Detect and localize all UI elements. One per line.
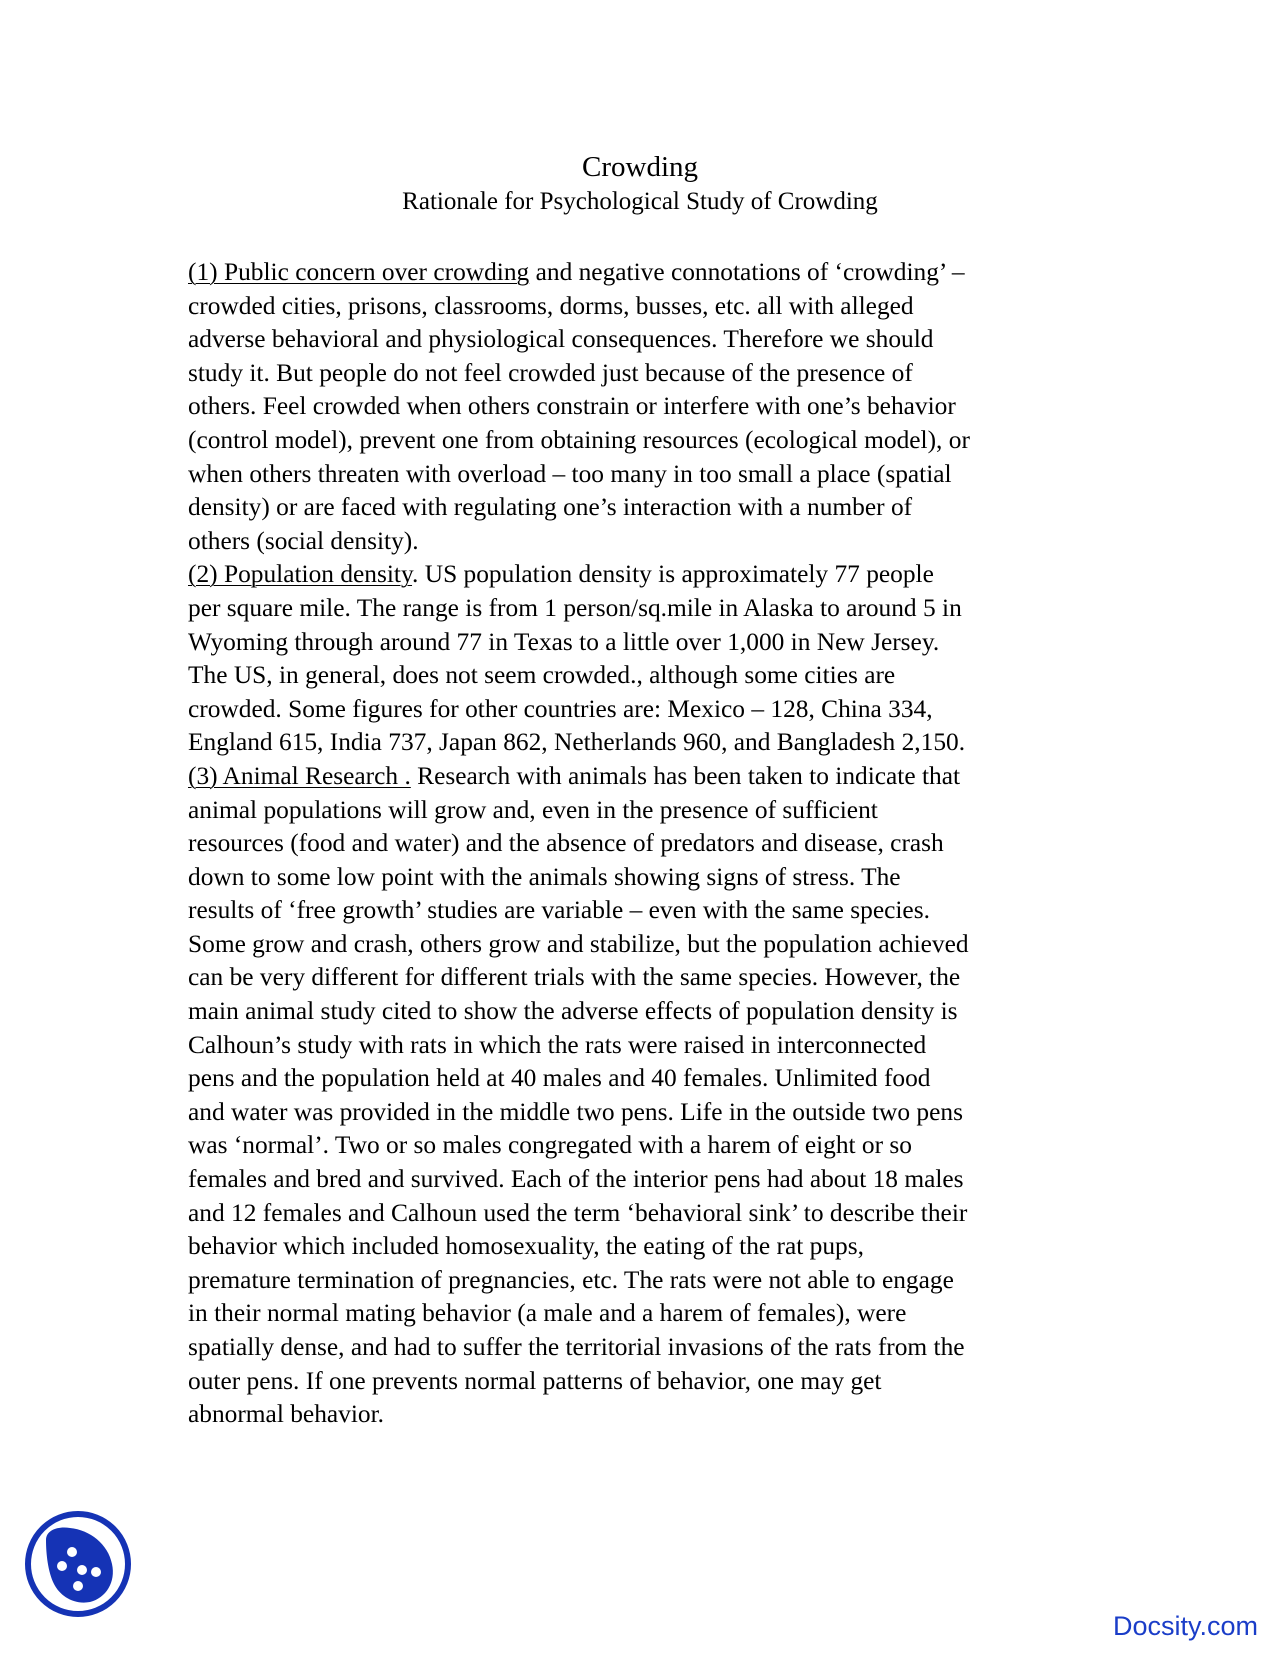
docsity-logo-icon[interactable] — [24, 1510, 132, 1618]
document-body — [188, 256, 1088, 1432]
section-1-line: density) or are faced with regulating one’s interaction with a number of — [188, 493, 913, 522]
section-2-heading: (2) Population density — [188, 560, 413, 589]
section-2-line: (2) Population density. US population density is approximately 77 people — [188, 560, 934, 589]
section-1-heading: (1) Public concern over crowding — [188, 258, 530, 286]
document-title: Crowding — [582, 151, 698, 183]
section-3-line: Calhoun’s study with rats in which the rats were raised in interconnected — [188, 1030, 927, 1059]
section-3-line: results of ‘free growth’ studies are variable – even with the same species. — [188, 896, 930, 925]
section-3-line: abnormal behavior. — [188, 1400, 385, 1429]
docsity-brand-link[interactable]: Docsity.com — [1112, 1611, 1258, 1641]
section-3-heading: (3) Animal Research . — [188, 761, 411, 790]
section-3-line: animal populations will grow and, even in the presence of sufficient — [188, 795, 878, 824]
section-3-line: outer pens. If one prevents normal patterns of behavior, one may get — [188, 1366, 882, 1395]
section-3-line: was ‘normal’. Two or so males congregated with a harem of eight or so — [188, 1131, 913, 1160]
section-3-line: premature termination of pregnancies, etc. The rats were not able to engage — [188, 1265, 954, 1294]
section-3-line: main animal study cited to show the adverse effects of population density is — [188, 997, 958, 1026]
section-3-line: and water was provided in the middle two pens. Life in the outside two pens — [188, 1097, 963, 1126]
section-3-line: and 12 females and Calhoun used the term ‘behavioral sink’ to describe their — [188, 1198, 968, 1227]
section-3-line: females and bred and survived. Each of the interior pens had about 18 males — [188, 1165, 964, 1194]
section-1-line: when others threaten with overload – too many in too small a place (spatial — [188, 459, 952, 488]
section-2-line: The US, in general, does not seem crowded., although some cities are — [188, 661, 896, 690]
section-3-line: (3) Animal Research . Research with animals has been taken to indicate that — [188, 761, 961, 790]
section-2-line: Wyoming through around 77 in Texas to a little over 1,000 in New Jersey. — [188, 627, 940, 656]
section-1-line: (control model), prevent one from obtaining resources (ecological model), or — [188, 425, 970, 454]
section-3-line: behavior which included homosexuality, the eating of the rat pups, — [188, 1232, 864, 1261]
document-subtitle: Rationale for Psychological Study of Crowding — [402, 188, 878, 215]
section-1-line: others (social density). — [188, 526, 419, 555]
section-3-line: Some grow and crash, others grow and stabilize, but the population achieved — [188, 929, 969, 958]
section-3-line: resources (food and water) and the absence of predators and disease, crash — [188, 829, 944, 858]
section-3-line: down to some low point with the animals showing signs of stress. The — [188, 862, 901, 891]
section-3-line: in their normal mating behavior (a male and a harem of females), were — [188, 1299, 907, 1328]
section-1-line: others. Feel crowded when others constrain or interfere with one’s behavior — [188, 392, 956, 421]
section-1-line: crowded cities, prisons, classrooms, dorms, busses, etc. all with alleged — [188, 291, 914, 320]
section-2-line: crowded. Some figures for other countries are: Mexico – 128, China 334, — [188, 694, 933, 723]
section-2-line: England 615, India 737, Japan 862, Netherlands 960, and Bangladesh 2,150. — [188, 728, 966, 757]
section-3-line: can be very different for different trials with the same species. However, the — [188, 963, 961, 992]
section-3-line: pens and the population held at 40 males and 40 females. Unlimited food — [188, 1064, 931, 1093]
section-3-line: spatially dense, and had to suffer the territorial invasions of the rats from the — [188, 1333, 965, 1361]
section-1-line: study it. But people do not feel crowded just because of the presence of — [188, 358, 913, 387]
section-1-line: (1) Public concern over crowding and negative connotations of ‘crowding’ – — [188, 258, 965, 286]
section-1-line: adverse behavioral and physiological consequences. Therefore we should — [188, 325, 934, 354]
section-2-line: per square mile. The range is from 1 person/sq.mile in Alaska to around 5 in — [188, 593, 962, 622]
